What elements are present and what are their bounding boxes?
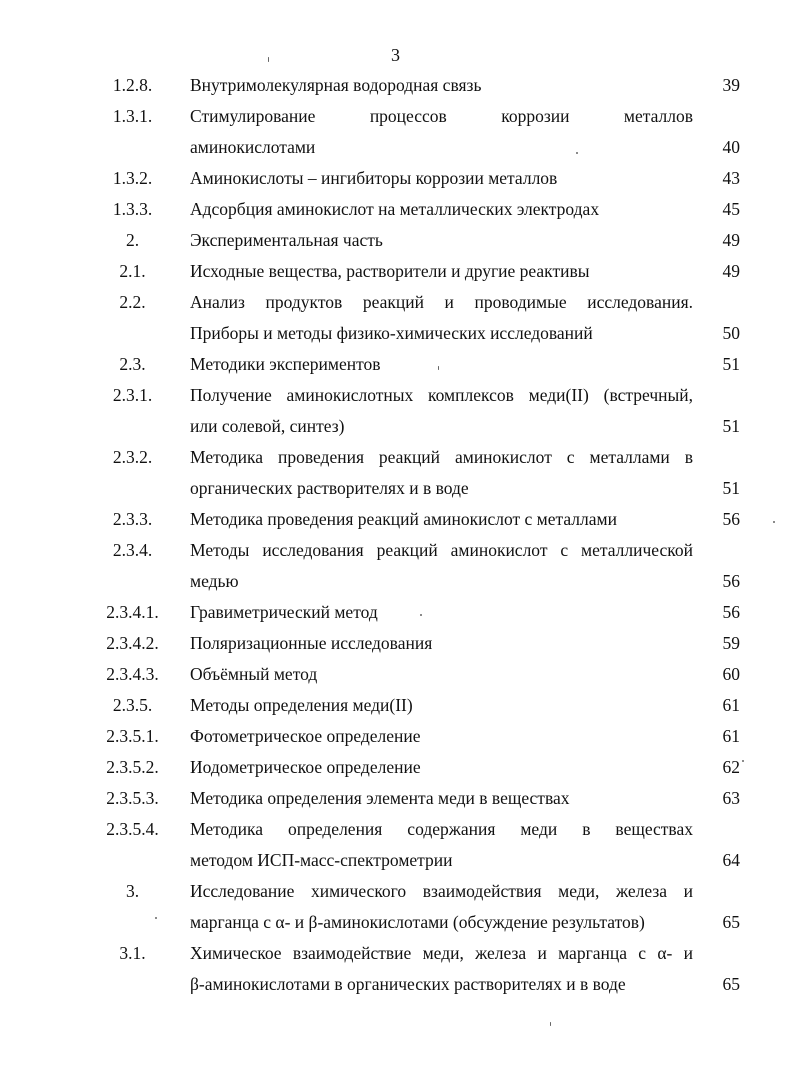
toc-line	[0, 752, 791, 783]
toc-line	[0, 938, 791, 969]
toc-page-number: 64	[722, 850, 740, 870]
toc-page-number: 49	[722, 261, 740, 281]
scan-speck	[155, 917, 157, 919]
toc-entry	[0, 163, 791, 194]
toc-title-line: Поляризационные исследования	[190, 633, 433, 653]
toc-page-number: 45	[722, 199, 740, 219]
toc-line	[0, 225, 791, 256]
toc-page-number: 56	[722, 602, 740, 622]
toc-entry	[0, 814, 791, 876]
toc-title-line: Анализ продуктов реакций и проводимые исследования.	[190, 292, 693, 312]
toc-line	[0, 690, 791, 721]
toc-line	[0, 659, 791, 690]
toc-entry	[0, 70, 791, 101]
toc-page-number: 56	[722, 509, 740, 529]
toc-entry	[0, 287, 791, 349]
toc-title-line: Методика определения содержания меди в веществах	[190, 819, 693, 839]
toc-section-number: 2.3.5.	[112, 695, 153, 715]
toc-title-line: органических растворителях и в воде	[190, 478, 469, 498]
toc-line	[0, 473, 791, 504]
scan-speck	[438, 366, 439, 370]
scan-speck	[742, 760, 744, 762]
toc-title-line: Экспериментальная часть	[190, 230, 383, 250]
toc-title-line: β-аминокислотами в органических растворителях и в воде	[190, 974, 626, 994]
toc-line	[0, 442, 791, 473]
toc-line	[0, 783, 791, 814]
toc-entry	[0, 597, 791, 628]
toc-page-number: 40	[722, 137, 740, 157]
toc-page-number: 65	[722, 974, 740, 994]
toc-line	[0, 876, 791, 907]
toc-page-number: 61	[722, 695, 740, 715]
toc-title-line: Стимулирование процессов коррозии металлов	[190, 106, 693, 126]
toc-line	[0, 721, 791, 752]
toc-line	[0, 132, 791, 163]
toc-line	[0, 349, 791, 380]
toc-entry	[0, 101, 791, 163]
toc-title-line: Химическое взаимодействие меди, железа и марганца с α- и	[190, 943, 693, 963]
toc-title-line: Методика определения элемента меди в веществах	[190, 788, 570, 808]
toc-title-line: Методика проведения реакций аминокислот с металлами в	[190, 447, 693, 467]
toc-line	[0, 628, 791, 659]
toc-entry	[0, 721, 791, 752]
toc-page-number: 61	[722, 726, 740, 746]
toc-line	[0, 597, 791, 628]
toc-entry	[0, 876, 791, 938]
toc-entry	[0, 225, 791, 256]
toc-section-number: 2.3.3.	[112, 509, 153, 529]
toc-section-number: 3.	[125, 881, 140, 901]
toc-title-line: марганца с α- и β-аминокислотами (обсуждение результатов)	[190, 912, 645, 932]
toc-title-line: Методика проведения реакций аминокислот с металлами	[190, 509, 617, 529]
toc-page-number: 51	[722, 354, 740, 374]
toc-page-number: 65	[722, 912, 740, 932]
toc-entry	[0, 256, 791, 287]
toc-entry	[0, 690, 791, 721]
toc-line	[0, 504, 791, 535]
toc-entry	[0, 752, 791, 783]
toc-page-number: 60	[722, 664, 740, 684]
scan-speck	[773, 521, 775, 523]
toc-section-number: 1.3.1.	[112, 106, 153, 126]
toc-line	[0, 70, 791, 101]
toc-line	[0, 287, 791, 318]
toc-section-number: 2.3.5.4.	[106, 819, 159, 839]
toc-page-number: 56	[722, 571, 740, 591]
toc-page-number: 50	[722, 323, 740, 343]
page-number: 3	[391, 45, 400, 65]
toc-line	[0, 845, 791, 876]
toc-line	[0, 907, 791, 938]
scan-speck	[550, 1022, 551, 1026]
toc-title-line: Гравиметрический метод	[190, 602, 378, 622]
toc-title-line: медью	[190, 571, 239, 591]
toc-entry	[0, 349, 791, 380]
toc-entry	[0, 442, 791, 504]
scan-speck	[420, 614, 422, 616]
toc-line	[0, 566, 791, 597]
toc-title-line: Исходные вещества, растворители и другие реактивы	[190, 261, 590, 281]
toc-section-number: 2.1.	[119, 261, 146, 281]
toc-page-number: 51	[722, 416, 740, 436]
toc-page-number: 43	[722, 168, 740, 188]
toc-line	[0, 256, 791, 287]
toc-title-line: Методы определения меди(II)	[190, 695, 413, 715]
toc-line	[0, 411, 791, 442]
toc-title-line: Методы исследования реакций аминокислот с металлической	[190, 540, 693, 560]
toc-line	[0, 380, 791, 411]
toc-title-line: Объёмный метод	[190, 664, 318, 684]
toc-entry	[0, 783, 791, 814]
toc-line	[0, 163, 791, 194]
toc-title-line: методом ИСП-масс-спектрометрии	[190, 850, 453, 870]
toc-title-line: аминокислотами	[190, 137, 316, 157]
toc-entry	[0, 504, 791, 535]
scan-speck	[576, 152, 578, 154]
toc-section-number: 2.3.2.	[112, 447, 153, 467]
toc-section-number: 2.3.5.2.	[106, 757, 159, 777]
toc-section-number: 1.2.8.	[112, 75, 153, 95]
toc-line	[0, 814, 791, 845]
toc-section-number: 1.3.2.	[112, 168, 153, 188]
toc-line	[0, 969, 791, 1000]
toc-line	[0, 101, 791, 132]
toc-title-line: Внутримолекулярная водородная связь	[190, 75, 482, 95]
toc-page-number: 59	[722, 633, 740, 653]
table-of-contents	[0, 70, 791, 1000]
toc-line	[0, 318, 791, 349]
toc-title-line: Методики экспериментов	[190, 354, 381, 374]
toc-entry	[0, 380, 791, 442]
scan-speck	[268, 57, 269, 62]
toc-page-number: 39	[722, 75, 740, 95]
toc-section-number: 2.3.5.1.	[106, 726, 159, 746]
toc-page-number: 63	[722, 788, 740, 808]
toc-title-line: Фотометрическое определение	[190, 726, 421, 746]
toc-title-line: Исследование химического взаимодействия меди, железа и	[190, 881, 693, 901]
toc-entry	[0, 659, 791, 690]
toc-section-number: 1.3.3.	[112, 199, 153, 219]
toc-line	[0, 194, 791, 225]
toc-title-line: Аминокислоты – ингибиторы коррозии металлов	[190, 168, 558, 188]
toc-title-line: Адсорбция аминокислот на металлических электродах	[190, 199, 600, 219]
toc-line	[0, 535, 791, 566]
toc-entry	[0, 535, 791, 597]
toc-section-number: 3.1.	[119, 943, 146, 963]
toc-section-number: 2.3.4.3.	[106, 664, 159, 684]
toc-entry	[0, 194, 791, 225]
toc-entry	[0, 938, 791, 1000]
toc-section-number: 2.3.4.	[112, 540, 153, 560]
toc-section-number: 2.3.4.2.	[106, 633, 159, 653]
toc-title-line: Получение аминокислотных комплексов меди(II) (встречный,	[190, 385, 693, 405]
toc-title-line: или солевой, синтез)	[190, 416, 345, 436]
toc-page-number: 49	[722, 230, 740, 250]
toc-entry	[0, 628, 791, 659]
toc-section-number: 2.	[125, 230, 140, 250]
toc-section-number: 2.3.5.3.	[106, 788, 159, 808]
toc-section-number: 2.3.4.1.	[106, 602, 159, 622]
toc-page-number: 62	[722, 757, 740, 777]
toc-section-number: 2.3.	[119, 354, 146, 374]
toc-page-number: 51	[722, 478, 740, 498]
toc-section-number: 2.3.1.	[112, 385, 153, 405]
toc-title-line: Иодометрическое определение	[190, 757, 421, 777]
toc-title-line: Приборы и методы физико-химических исследований	[190, 323, 593, 343]
toc-section-number: 2.2.	[119, 292, 146, 312]
